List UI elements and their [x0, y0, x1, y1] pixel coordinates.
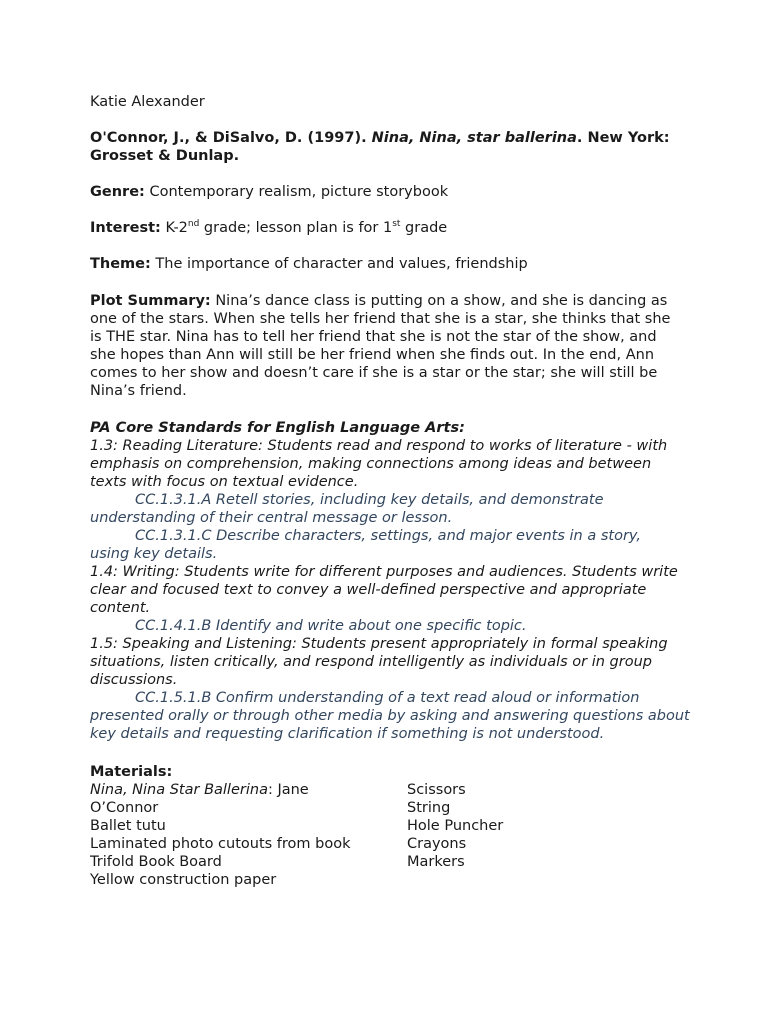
- substandard-first-line: CC.1.5.1.B Confirm understanding of a text read aloud or information: [135, 690, 640, 706]
- citation-title: Nina, Nina, star ballerina: [371, 130, 577, 146]
- theme-line: [90, 255, 690, 273]
- materials-heading: Materials:: [90, 764, 173, 780]
- material-item: [90, 781, 407, 799]
- material-item: Crayons: [407, 836, 467, 852]
- theme-text: The importance of character and values, friendship: [150, 256, 528, 272]
- interest-line: [90, 219, 690, 237]
- substandard-first-line: CC.1.4.1.B Identify and write about one specific topic.: [135, 618, 527, 634]
- substandard-first-line: CC.1.3.1.C Describe characters, settings, and major events in a story,: [135, 528, 641, 544]
- substandard: [90, 617, 690, 635]
- interest-label: Interest:: [90, 220, 161, 236]
- material-item: Markers: [407, 854, 465, 870]
- material-item: Ballet tutu: [90, 818, 166, 834]
- standards-heading: PA Core Standards for English Language Arts:: [90, 420, 465, 436]
- substandard-rest: using key details.: [90, 546, 218, 562]
- standard-1-5: 1.5: Speaking and Listening: Students present appropriately in formal speaking situations, listen critically, and respond intelligently as individuals or in group discussions.: [90, 636, 668, 688]
- genre-line: [90, 183, 690, 201]
- genre-text: Contemporary realism, picture storybook: [144, 184, 449, 200]
- material-item: String: [407, 800, 451, 816]
- citation: [90, 129, 690, 165]
- materials-columns: [90, 781, 690, 889]
- substandard: [90, 491, 690, 527]
- substandard-rest: understanding of their central message or lesson.: [90, 510, 453, 526]
- standards-section: [90, 419, 690, 743]
- substandard-rest: presented orally or through other media by asking and answering questions about key details and requesting clarification if something is not understood.: [90, 708, 690, 742]
- interest-text-2: grade; lesson plan is for 1: [199, 220, 393, 236]
- author-name: Katie Alexander: [90, 94, 205, 110]
- materials-left-column: [90, 781, 407, 889]
- citation-publisher: . New York: Grosset & Dunlap.: [90, 130, 670, 164]
- plot-text: Nina’s dance class is putting on a show, and she is dancing as one of the stars. When she tells her friend that she is a star, she thinks that she is THE star. Nina has to tell her friend that she is not the star of the show, and she hopes than Ann will still be her friend when she finds out. In the end, Ann comes to her show and doesn’t care if she is a star or the star; she will still be Nina’s friend.: [90, 293, 671, 399]
- material-book-author: : Jane: [267, 782, 309, 798]
- material-item: Trifold Book Board: [90, 854, 222, 870]
- genre-label: Genre:: [90, 184, 145, 200]
- material-item: Yellow construction paper: [90, 872, 277, 888]
- standard-1-3: 1.3: Reading Literature: Students read and respond to works of literature - with emphasis on comprehension, making connections among ideas and between texts with focus on textual evidence.: [90, 438, 668, 490]
- materials-right-column: [407, 781, 607, 889]
- theme-label: Theme:: [90, 256, 151, 272]
- interest-text-1: K-2: [160, 220, 188, 236]
- interest-text-3: grade: [400, 220, 448, 236]
- material-item: O’Connor: [90, 800, 159, 816]
- material-item: Laminated photo cutouts from book: [90, 836, 351, 852]
- interest-sup-2: st: [392, 219, 401, 230]
- substandard: [90, 527, 690, 563]
- standard-1-4: 1.4: Writing: Students write for different purposes and audiences. Students write clear and focused text to convey a well-defined perspective and appropriate content.: [90, 564, 678, 616]
- material-book-title: Nina, Nina Star Ballerina: [90, 782, 268, 798]
- interest-sup-1: nd: [187, 219, 200, 230]
- material-item: Scissors: [407, 782, 466, 798]
- material-item: Hole Puncher: [407, 818, 504, 834]
- substandard: [90, 689, 690, 743]
- citation-authors: O'Connor, J., & DiSalvo, D. (1997).: [90, 130, 372, 146]
- plot-summary: [90, 292, 680, 400]
- materials-section: [90, 763, 690, 889]
- substandard-first-line: CC.1.3.1.A Retell stories, including key details, and demonstrate: [135, 492, 604, 508]
- plot-label: Plot Summary:: [90, 293, 211, 309]
